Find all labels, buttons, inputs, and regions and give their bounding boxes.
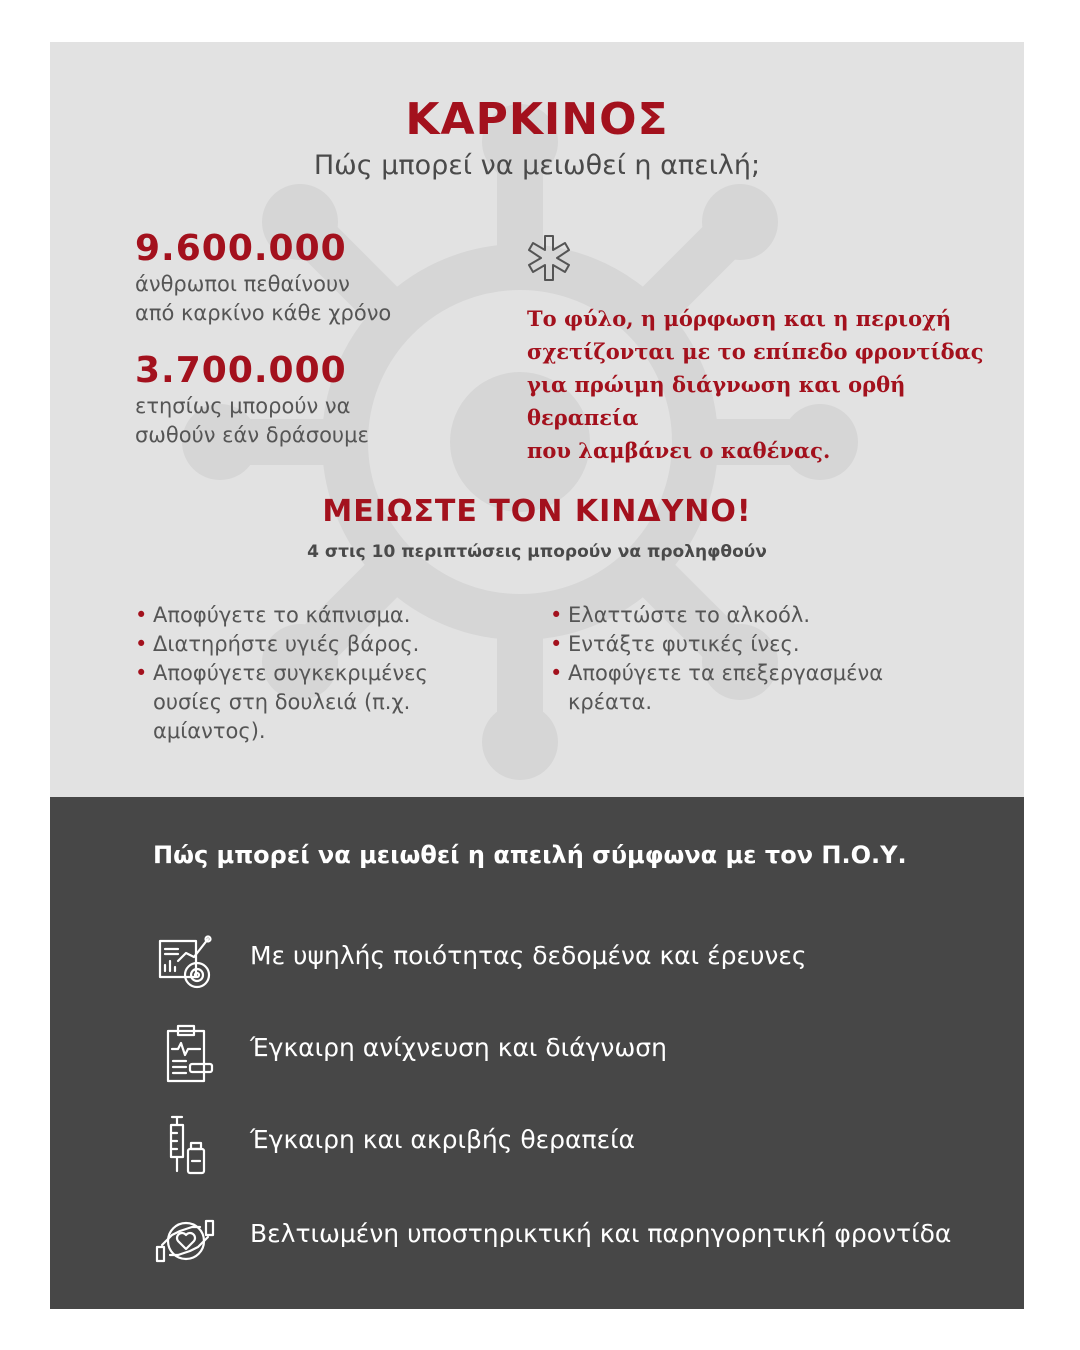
list-item: • Αποφύγετε συγκεκριμένες ουσίες στη δουλειά (π.χ. αμίαντος).	[135, 661, 428, 743]
syringe-medicine-icon	[150, 1111, 220, 1181]
prevention-list-right	[550, 601, 970, 717]
reduce-risk-subtitle: 4 στις 10 περιπτώσεις μπορούν να προληφθούν	[307, 542, 767, 562]
highlight-text	[527, 302, 1017, 467]
who-item-label: Έγκαιρη και ακριβής θεραπεία	[250, 1125, 636, 1154]
highlight-line: που λαμβάνει ο καθένας.	[527, 438, 831, 463]
who-item-data	[150, 927, 1010, 997]
who-section	[50, 797, 1024, 1309]
highlight-line: για πρώιμη διάγνωση και ορθή θεραπεία	[527, 372, 906, 430]
who-item-label: Βελτιωμένη υποστηρικτική και παρηγορητική φροντίδα	[250, 1219, 952, 1248]
stat-deaths-line2: από καρκίνο κάθε χρόνο	[135, 301, 392, 325]
highlight-line: Το φύλο, η μόρφωση και η περιοχή	[527, 306, 952, 331]
stat-deaths-number: 9.600.000	[135, 228, 347, 269]
who-title: Πώς μπορεί να μειωθεί η απειλή σύμφωνα με τον Π.Ο.Υ.	[153, 841, 907, 869]
list-item: • Αποφύγετε τα επεξεργασμένα κρέατα.	[550, 661, 884, 714]
list-item: • Εντάξτε φυτικές ίνες.	[550, 632, 800, 656]
highlight-line: σχετίζονται με το επίπεδο φροντίδας	[527, 339, 984, 364]
list-item: • Διατηρήστε υγιές βάρος.	[135, 632, 420, 656]
who-item-care	[150, 1205, 1010, 1275]
stat-deaths-text	[135, 270, 391, 328]
data-research-icon	[150, 927, 220, 997]
prevention-list-left	[135, 601, 475, 746]
stat-saved-number: 3.700.000	[135, 350, 347, 391]
page-subtitle: Πώς μπορεί να μειωθεί η απειλή;	[313, 150, 761, 181]
who-item-detection	[150, 1019, 1010, 1089]
stat-saved-text	[135, 392, 369, 450]
stat-saved-line2: σωθούν εάν δράσουμε	[135, 423, 369, 447]
who-item-label: Με υψηλής ποιότητας δεδομένα και έρευνες	[250, 941, 807, 970]
stat-saved-line1: ετησίως μπορούν να	[135, 394, 351, 418]
reduce-risk-title: ΜΕΙΩΣΤΕ ΤΟΝ ΚΙΝΔΥΝΟ!	[322, 494, 752, 529]
page-title: ΚΑΡΚΙΝΟΣ	[405, 94, 669, 145]
stat-deaths-line1: άνθρωποι πεθαίνουν	[135, 272, 350, 296]
who-item-label: Έγκαιρη ανίχνευση και διάγνωση	[250, 1033, 667, 1062]
list-item: • Αποφύγετε το κάπνισμα.	[135, 603, 411, 627]
top-card	[50, 42, 1024, 797]
list-item: • Ελαττώστε το αλκοόλ.	[550, 603, 811, 627]
clipboard-diagnosis-icon	[150, 1019, 220, 1089]
asterisk-outline-icon	[523, 232, 575, 284]
who-item-treatment	[150, 1111, 1010, 1181]
care-hands-heart-icon	[150, 1205, 220, 1275]
